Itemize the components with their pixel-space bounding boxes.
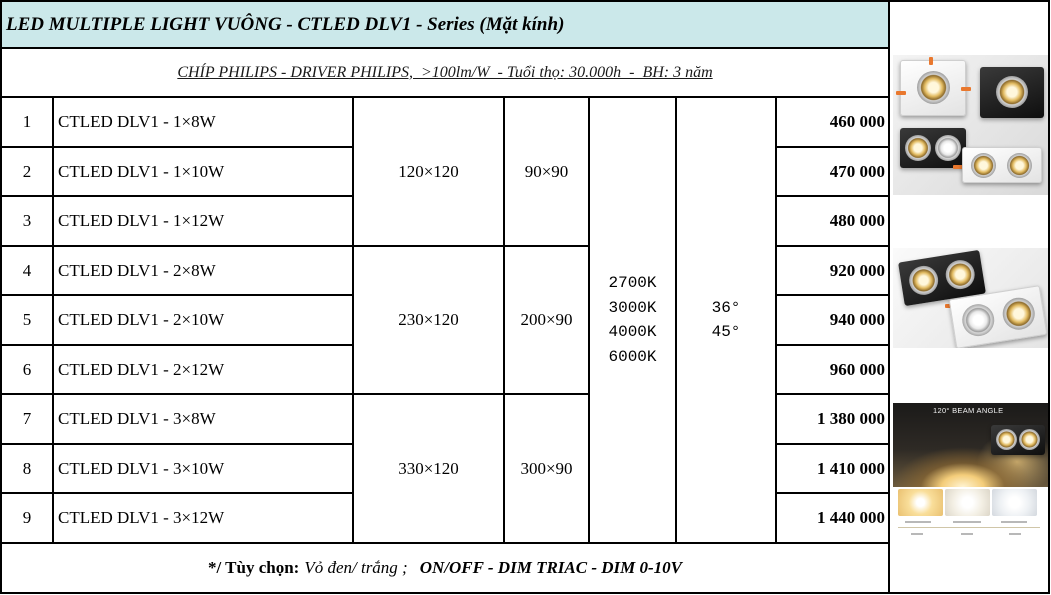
lamp-module (1019, 429, 1040, 450)
lamp-module (971, 153, 996, 178)
warm-light-swatch (898, 489, 943, 516)
lamp-module (917, 71, 950, 104)
product-photo-column (890, 0, 1050, 594)
price: 480 000 (777, 197, 890, 247)
swatch-label-mark (905, 521, 931, 523)
lamp-module (907, 264, 940, 297)
lamp-module (905, 135, 931, 161)
black-single-fixture (980, 67, 1044, 118)
white-single-fixture (900, 60, 966, 116)
options-row (0, 544, 890, 594)
lamp-module (935, 135, 961, 161)
price: 940 000 (777, 296, 890, 346)
options-label: */ Tùy chọn: (207, 558, 300, 577)
shell-options: Vỏ đen/ trắng ; (304, 558, 408, 577)
swatch-label-mark (1009, 533, 1021, 535)
product-photo-beam-angle (893, 403, 1048, 545)
beam-angle-caption: 120° BEAM ANGLE (933, 406, 1004, 415)
product-photo-assorted-fixtures (893, 55, 1048, 195)
spec-row (0, 49, 890, 98)
beam-angle: 45° (711, 323, 741, 341)
beam-angle-list (712, 296, 741, 345)
row-number: 3 (0, 197, 54, 247)
color-temperature-cell (590, 98, 677, 544)
fixture-size: 230×120 (354, 247, 505, 395)
model-name: CTLED DLV1 - 2×12W (54, 346, 354, 395)
price: 1 380 000 (777, 395, 890, 445)
color-temperature-list (608, 271, 656, 369)
model-name: CTLED DLV1 - 3×12W (54, 494, 354, 544)
black-double-fixture (900, 128, 966, 168)
model-name: CTLED DLV1 - 3×10W (54, 445, 354, 494)
price: 460 000 (777, 98, 890, 148)
orange-spring-clip (961, 87, 971, 91)
row-number: 1 (0, 98, 54, 148)
lamp-module (944, 258, 977, 291)
spec-text: CHÍP PHILIPS - DRIVER PHILIPS, >100lm/W - Tuổi thọ: 30.000h - BH: 3 năm (177, 63, 713, 81)
orange-spring-clip (896, 91, 906, 95)
price: 470 000 (777, 148, 890, 197)
control-options: ON/OFF - DIM TRIAC - DIM 0-10V (419, 558, 682, 577)
fixture-size: 330×120 (354, 395, 505, 544)
price: 1 440 000 (777, 494, 890, 544)
swatch-label-mark (1001, 521, 1027, 523)
row-number: 6 (0, 346, 54, 395)
swatch-label-mark (911, 533, 923, 535)
row-number: 4 (0, 247, 54, 296)
lamp-module (1007, 153, 1032, 178)
cutout-size: 300×90 (505, 395, 590, 544)
table-title: LED MULTIPLE LIGHT VUÔNG - CTLED DLV1 - Series (Mặt kính) (0, 0, 890, 49)
model-name: CTLED DLV1 - 1×10W (54, 148, 354, 197)
cutout-size: 200×90 (505, 247, 590, 395)
color-temperature: 6000K (608, 347, 657, 366)
swatch-scale-line (898, 527, 1040, 528)
lamp-module (960, 302, 997, 339)
row-number: 9 (0, 494, 54, 544)
color-temperature: 4000K (608, 323, 657, 341)
row-number: 5 (0, 296, 54, 346)
cutout-size: 90×90 (505, 98, 590, 247)
model-name: CTLED DLV1 - 1×12W (54, 197, 354, 247)
row-number: 2 (0, 148, 54, 197)
price: 960 000 (777, 346, 890, 395)
beam-angle: 36° (711, 298, 741, 317)
price: 1 410 000 (777, 445, 890, 494)
black-double-fixture (991, 425, 1045, 455)
price: 920 000 (777, 247, 890, 296)
swatch-label-mark (953, 521, 981, 523)
color-temperature: 3000K (608, 298, 657, 317)
lamp-module (1000, 295, 1037, 332)
lamp-module (996, 76, 1028, 108)
color-temperature: 2700K (608, 274, 657, 292)
fixture-size: 120×120 (354, 98, 505, 247)
white-double-fixture (962, 147, 1042, 183)
cool-light-swatch (992, 489, 1037, 516)
model-name: CTLED DLV1 - 2×10W (54, 296, 354, 346)
beam-angle-cell (677, 98, 777, 544)
lamp-module (996, 429, 1017, 450)
product-photo-double-fixtures (893, 248, 1048, 348)
row-number: 7 (0, 395, 54, 445)
orange-spring-clip (929, 57, 933, 65)
model-name: CTLED DLV1 - 3×8W (54, 395, 354, 445)
model-name: CTLED DLV1 - 2×8W (54, 247, 354, 296)
row-number: 8 (0, 445, 54, 494)
swatch-label-mark (961, 533, 973, 535)
beam-light-scene (893, 403, 1048, 487)
neutral-light-swatch (945, 489, 990, 516)
model-name: CTLED DLV1 - 1×8W (54, 98, 354, 148)
